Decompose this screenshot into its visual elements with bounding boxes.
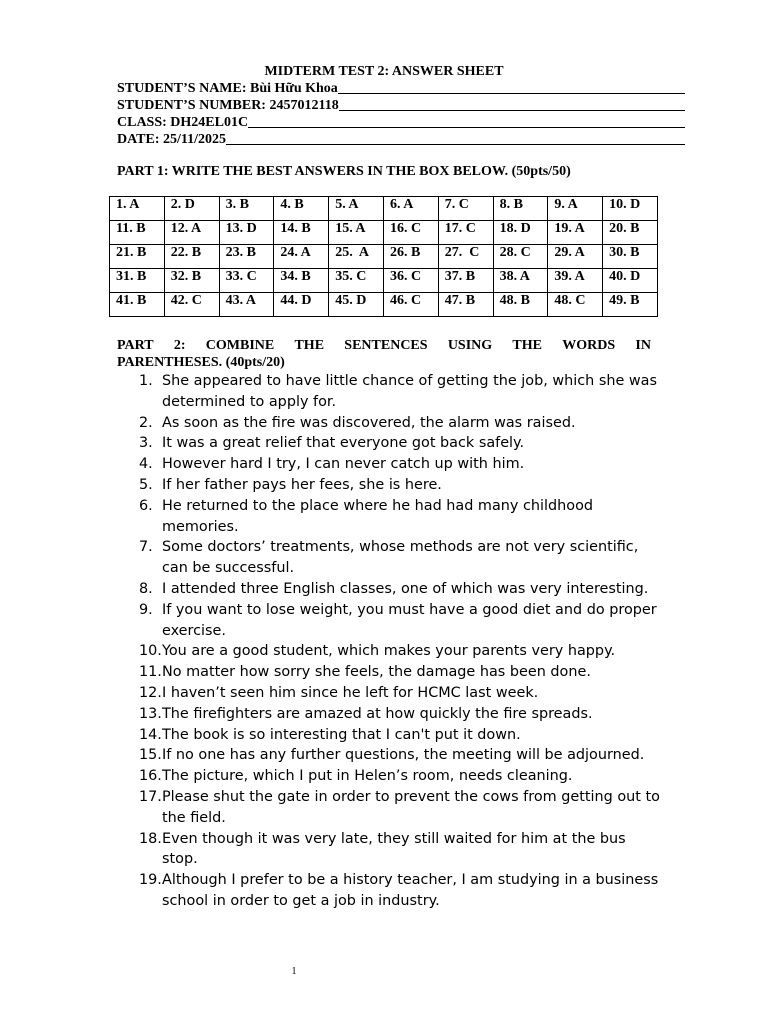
answer-cell: 46. C	[383, 293, 438, 317]
answer-cell: 24. A	[274, 245, 329, 269]
sentence-item	[117, 496, 662, 538]
sentence-item	[117, 641, 662, 662]
answer-cell: 2. D	[164, 197, 219, 221]
heading-word: IN	[635, 338, 651, 353]
sentence-text: Some doctors’ treatments, whose methods are not very scientific, can be successful.	[162, 539, 639, 577]
sentence-item	[117, 745, 662, 766]
sentence-number: 15.	[139, 747, 162, 764]
sentence-list	[117, 371, 662, 912]
heading-word: COMBINE	[205, 338, 275, 353]
answer-cell: 20. B	[603, 221, 658, 245]
page-number: 1	[291, 966, 297, 977]
date-field: DATE: 25/11/2025	[117, 132, 227, 147]
sentence-item	[117, 579, 662, 600]
answer-cell: 18. D	[493, 221, 548, 245]
sentence-item	[117, 725, 662, 746]
sentence-number: 7.	[139, 539, 153, 556]
document-title: MIDTERM TEST 2: ANSWER SHEET	[264, 64, 504, 79]
answer-cell: 32. B	[164, 269, 219, 293]
sentence-text: I haven’t seen him since he left for HCMC last week.	[162, 684, 539, 701]
answer-cell: 5. A	[329, 197, 384, 221]
sentence-number: 18.	[139, 830, 162, 847]
sentence-item	[117, 683, 662, 704]
sentence-item	[117, 371, 662, 413]
sentence-text: Please shut the gate in order to prevent the cows from getting out to the field.	[162, 788, 660, 826]
answer-cell: 33. C	[219, 269, 274, 293]
answer-cell: 44. D	[274, 293, 329, 317]
answer-cell: 8. B	[493, 197, 548, 221]
heading-word: WORDS	[562, 338, 616, 353]
sentence-number: 11.	[139, 664, 162, 681]
sentence-text: The firefighters are amazed at how quickly the fire spreads.	[162, 705, 593, 722]
sentence-item	[117, 829, 662, 871]
heading-word: SENTENCES	[344, 338, 428, 353]
heading-word: PART	[117, 338, 154, 353]
sentence-item	[117, 454, 662, 475]
sentence-text: It was a great relief that everyone got back safely.	[162, 435, 525, 452]
answer-cell: 41. B	[110, 293, 165, 317]
answer-cell: 22. B	[164, 245, 219, 269]
answer-cell: 1. A	[110, 197, 165, 221]
sentence-number: 1.	[139, 373, 153, 389]
answer-cell: 19. A	[548, 221, 603, 245]
sentence-text: If you want to lose weight, you must have a good diet and do proper exercise.	[162, 601, 657, 639]
sentence-number: 8.	[139, 580, 153, 597]
part2-heading	[117, 337, 651, 371]
answer-cell: 39. A	[548, 269, 603, 293]
answer-row	[110, 269, 658, 293]
answer-cell: 26. B	[383, 245, 438, 269]
sentence-number: 9.	[139, 601, 153, 618]
answer-cell: 43. A	[219, 293, 274, 317]
sentence-number: 13.	[139, 705, 162, 722]
class-line	[117, 114, 685, 131]
sentence-item	[117, 475, 662, 496]
sentence-text: No matter how sorry she feels, the damage has been done.	[162, 664, 591, 681]
part1-heading: PART 1: WRITE THE BEST ANSWERS IN THE BOX BELOW. (50pts/50)	[117, 164, 571, 179]
student-number-line	[117, 97, 685, 114]
sentence-text: Even though it was very late, they still waited for him at the bus stop.	[162, 830, 626, 868]
heading-word: THE	[512, 338, 542, 353]
sentence-text: You are a good student, which makes your parents very happy.	[162, 643, 616, 660]
fill-in-underline	[339, 110, 685, 111]
part2-heading-line2: PARENTHESES. (40pts/20)	[117, 355, 285, 370]
answer-cell: 17. C	[438, 221, 493, 245]
answer-row	[110, 245, 658, 269]
fill-in-underline	[248, 127, 685, 128]
sentence-text: However hard I try, I can never catch up with him.	[162, 456, 525, 473]
date-line	[117, 131, 685, 148]
answer-cell: 34. B	[274, 269, 329, 293]
answer-cell: 47. B	[438, 293, 493, 317]
heading-word: THE	[294, 338, 325, 353]
answer-cell: 40. D	[603, 269, 658, 293]
sentence-number: 2.	[139, 414, 153, 431]
answer-cell: 38. A	[493, 269, 548, 293]
sentence-text: I attended three English classes, one of which was very interesting.	[162, 580, 649, 597]
sentence-item	[117, 537, 662, 579]
sentence-number: 16.	[139, 768, 162, 785]
sentence-number: 6.	[139, 497, 153, 514]
answer-cell: 15. A	[329, 221, 384, 245]
answer-cell: 31. B	[110, 269, 165, 293]
sentence-number: 17.	[139, 788, 162, 805]
answer-cell: 48. C	[548, 293, 603, 317]
sentence-item	[117, 787, 662, 829]
answer-cell: 4. B	[274, 197, 329, 221]
sentence-number: 5.	[139, 476, 153, 493]
answer-row	[110, 197, 658, 221]
sentence-text: Although I prefer to be a history teacher, I am studying in a business school in order to get a job in industry.	[162, 872, 659, 909]
answer-cell: 35. C	[329, 269, 384, 293]
sentence-number: 3.	[139, 435, 153, 452]
answer-cell: 3. B	[219, 197, 274, 221]
answer-cell: 30. B	[603, 245, 658, 269]
sentence-item	[117, 766, 662, 787]
answer-cell: 25. A	[329, 245, 384, 269]
answer-cell: 36. C	[383, 269, 438, 293]
answer-row	[110, 221, 658, 245]
sentence-text: He returned to the place where he had had many childhood memories.	[162, 497, 594, 535]
answer-cell: 23. B	[219, 245, 274, 269]
sentence-number: 10.	[139, 643, 162, 660]
answer-row	[110, 293, 658, 317]
answer-cell: 21. B	[110, 245, 165, 269]
answer-cell: 9. A	[548, 197, 603, 221]
sentence-text: As soon as the fire was discovered, the alarm was raised.	[162, 414, 576, 431]
answer-cell: 48. B	[493, 293, 548, 317]
sentence-item	[117, 413, 662, 434]
answer-cell: 10. D	[603, 197, 658, 221]
answer-cell: 45. D	[329, 293, 384, 317]
sentence-text: If no one has any further questions, the meeting will be adjourned.	[162, 747, 645, 764]
answer-cell: 12. A	[164, 221, 219, 245]
sentence-number: 14.	[139, 726, 162, 743]
heading-word: 2:	[173, 338, 186, 353]
sentence-item	[117, 600, 662, 642]
heading-word: USING	[447, 338, 493, 353]
sentence-item	[117, 870, 662, 912]
student-number: STUDENT’S NUMBER: 2457012118	[117, 98, 339, 113]
answer-cell: 16. C	[383, 221, 438, 245]
answer-table	[109, 196, 658, 317]
answer-cell: 7. C	[438, 197, 493, 221]
sentence-item	[117, 704, 662, 725]
sentence-text: She appeared to have little chance of getting the job, which she was determined to apply for.	[162, 373, 657, 410]
sentence-item	[117, 662, 662, 683]
answer-cell: 13. D	[219, 221, 274, 245]
part2-heading-line1	[117, 337, 651, 354]
answer-cell: 11. B	[110, 221, 165, 245]
answer-cell: 14. B	[274, 221, 329, 245]
sentence-number: 4.	[139, 456, 153, 473]
sentence-number: 19.	[139, 872, 162, 889]
fill-in-underline	[226, 144, 685, 145]
sentence-number: 12.	[139, 684, 162, 701]
answer-cell: 49. B	[603, 293, 658, 317]
sentence-text: The book is so interesting that I can't put it down.	[162, 726, 521, 743]
sentence-text: The picture, which I put in Helen’s room, needs cleaning.	[162, 768, 573, 785]
student-name-line	[117, 80, 685, 97]
answer-cell: 27. C	[438, 245, 493, 269]
answer-cell: 42. C	[164, 293, 219, 317]
sentence-text: If her father pays her fees, she is here.	[162, 476, 442, 493]
sentence-item	[117, 433, 662, 454]
answer-cell: 37. B	[438, 269, 493, 293]
answer-cell: 28. C	[493, 245, 548, 269]
class-field: CLASS: DH24EL01C	[117, 115, 249, 130]
answer-cell: 29. A	[548, 245, 603, 269]
answer-cell: 6. A	[383, 197, 438, 221]
student-name: STUDENT’S NAME: Bùi Hữu Khoa	[117, 81, 338, 96]
fill-in-underline	[338, 93, 685, 94]
